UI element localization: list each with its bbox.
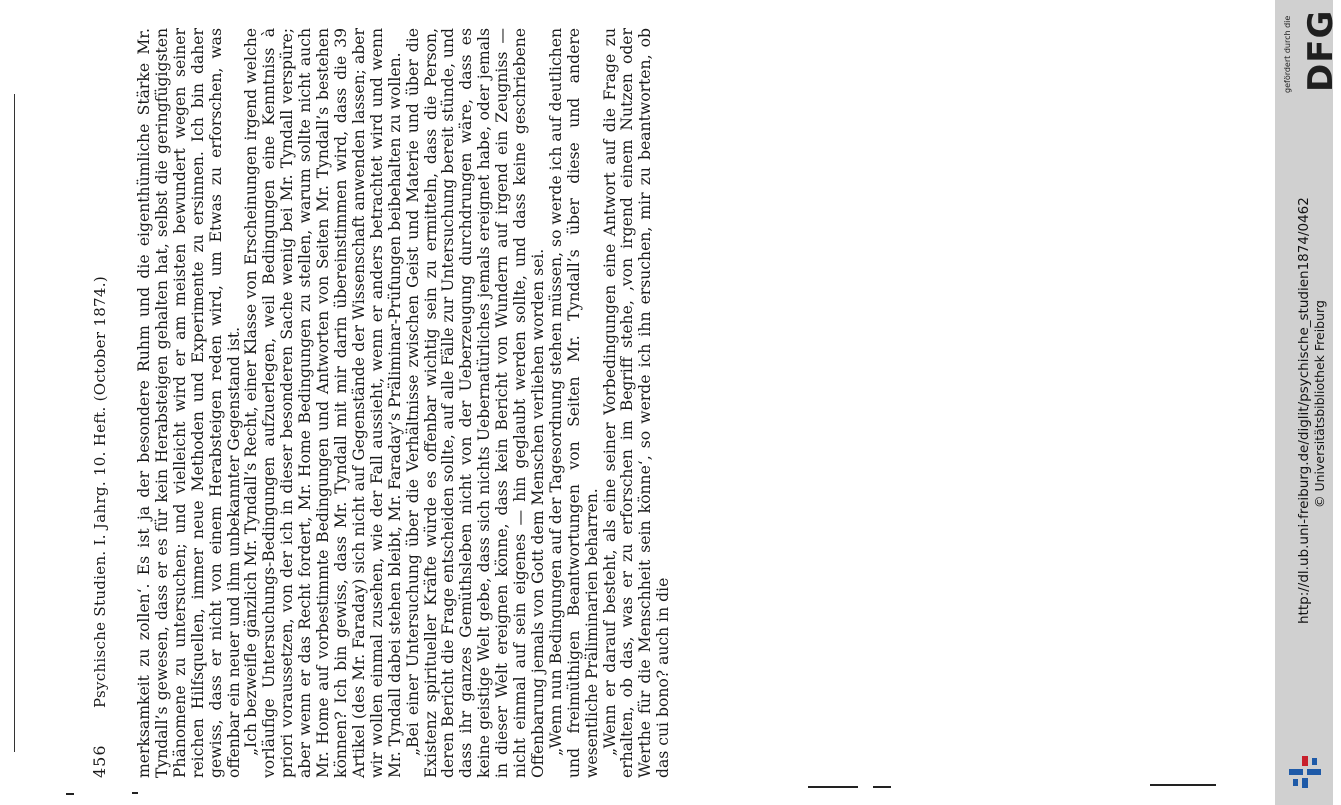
scan-mark — [66, 793, 74, 795]
copyright-text: © Universitätsbibliothek Freiburg — [1312, 300, 1327, 508]
scan-mark — [132, 792, 138, 794]
paragraph: „Wenn nun Bedingungen auf der Tagesordnung stehen müssen, so werde ich auf deutlichen und freimüthigen Beantwortungen von Seiten Mr. Tyndall’s über diese und andere wesentliche Präliminarien beharren. — [546, 28, 601, 778]
running-head — [90, 28, 118, 778]
dfg-funding-text: gefördert durch die — [1283, 15, 1292, 93]
scan-mark — [808, 786, 858, 788]
page-edge-line — [14, 94, 15, 752]
body-text — [136, 28, 673, 778]
running-head-title: Psychische Studien. I. Jahrg. 10. Heft. (October 1874.) — [91, 276, 109, 708]
paragraph: „Ich bezweifle gänzlich Mr. Tyndall’s Recht, einer Klasse von Erscheinungen irgend welche vorläufige Untersuchungs-Bedingungen aufzuerlegen, weil Bedingungen eine Kenntniss à priori voraussetzen, von der ich in dieser besonderen Sache wenig bei Mr. Tyndall verspüre; aber wenn er das Recht fordert, Mr. Home Bedingungen zu stellen, warum sollte nicht auch Mr. Home auf vorbestimmte Bedingungen und Antworten von Seiten Mr. Tyndall’s bestehen können? Ich bin gewiss, dass Mr. Tyndall mit mir darin übereinstimmen wird, dass die 39 Artikel (des Mr. Faraday) sich nicht auf Gegenstände der Wissenschaft anwenden lassen; aber wir wollen einmal zusehen, wie der Fall aussieht, wenn er anders betrachtet wird und wenn Mr. Tyndall dabei stehen bleibt, Mr. Faraday’s Präliminar-Prüfungen beibehalten zu wollen. — [242, 28, 404, 778]
permalink-url[interactable]: http://dl.ub.uni-freiburg.de/diglit/psychische_studien1874/0462 — [1296, 197, 1312, 624]
page-number: 456 — [90, 744, 109, 778]
paragraph: „Wenn er darauf besteht, als eine seiner Vorbedingungen eine Antwort auf die Frage zu erhalten, ob das, was er zu erforschen im Begriff stehe, ‚von irgend einem Nutzen oder Werthe für die Menschheit sein könne‘, so werde ich ihn ersuchen, mir zu beantworten, ob das cui bono? auch in die — [600, 28, 673, 778]
paragraph: „Bei einer Untersuchung über die Verhältnisse zwischen Geist und Materie und über die Existenz spiritueller Kräfte würde es offenbar wichtig sein zu ermitteln, dass die Person, deren Bericht die Frage entscheiden sollte, auf alle Fälle zur Untersuchung bereit stünde, und dass ihr ganzes Gemüthsleben nicht von der Ueberzeugung durchdrungen wäre, dass es keine geistige Welt gebe, dass sich nichts Uebernatürliches jemals ereignet habe, oder jemals in dieser Welt ereignen könne, dass kein Bericht von Wundern auf irgend ein Zeugniss — nicht einmal auf sein eigenes — hin geglaubt werden sollte, und dass keine geschriebene Offenbarung jemals von Gott dem Menschen verliehen worden sei. — [403, 28, 547, 778]
university-logo-icon — [1285, 752, 1325, 792]
scan-mark — [873, 786, 891, 788]
scan-mark — [1150, 784, 1216, 786]
page-content — [90, 28, 1190, 778]
dfg-wordmark: DFG — [1301, 9, 1341, 92]
paragraph: merksamkeit zu zollen‘. Es ist ja der besondere Ruhm und die eigenthümliche Stärke Mr. Tyndall’s gewesen, dass er es für kein Herabsteigen gehalten hat, selbst die geringfügigsten Phänomene zu untersuchen; und vielleicht wird er am meisten bewundert wegen seiner reichen Hilfsquellen, immer neue Methoden und Experimente zu ersinnen. Ich bin daher gewiss, dass er nicht von einem Herabsteigen reden wird, um Etwas zu erforschen, was offenbar ein neuer und ihm unbekannter Gegenstand ist. — [135, 28, 243, 778]
